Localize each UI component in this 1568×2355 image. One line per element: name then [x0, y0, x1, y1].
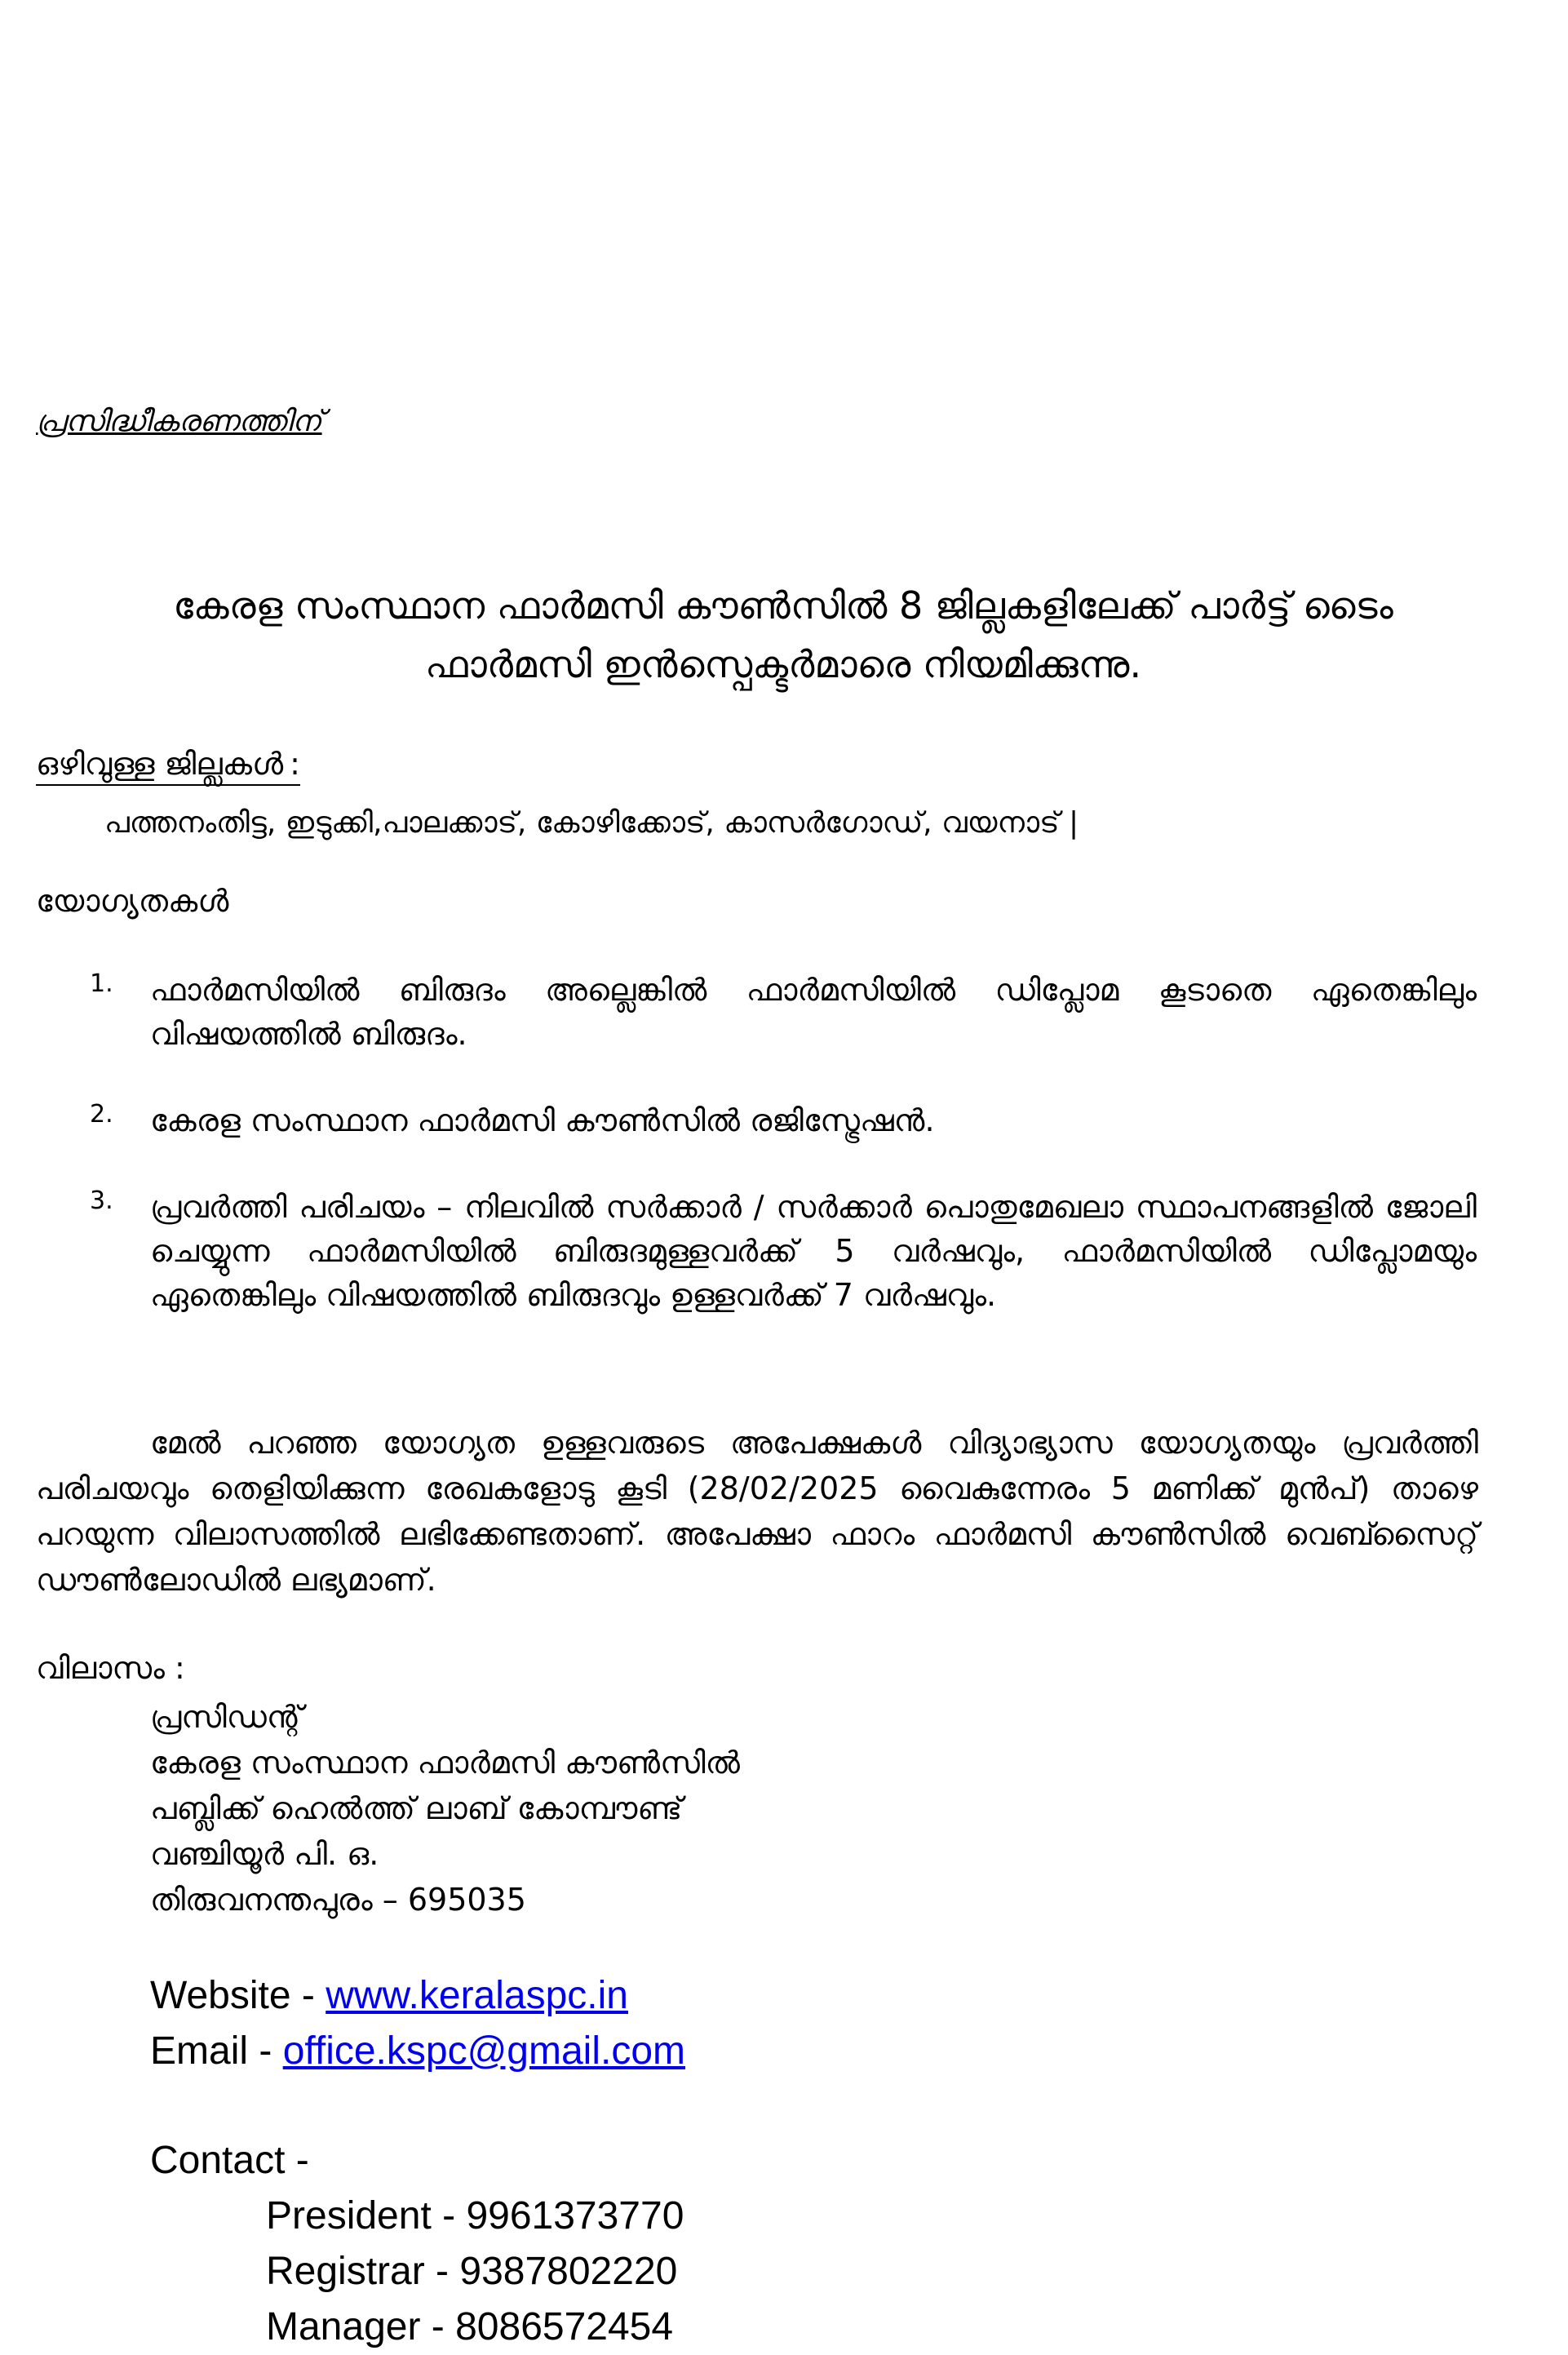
website-link[interactable]: www.keralaspc.in — [326, 1974, 628, 2017]
email-link[interactable]: office.kspc@gmail.com — [282, 2029, 686, 2073]
email-label: Email - — [150, 2029, 283, 2073]
qualification-number: 3. — [90, 1186, 113, 1215]
address-line: കേരള സംസ്ഥാന ഫാർമസി കൗൺസിൽ — [150, 1745, 740, 1781]
email-row — [150, 2024, 685, 2079]
spacer — [150, 2079, 685, 2133]
contact-label: Contact - — [150, 2139, 309, 2182]
address-line: പ്രസിഡന്റ് — [150, 1699, 303, 1735]
vacancy-label-colon: : — [290, 746, 300, 782]
qualifications-list — [90, 968, 1477, 1359]
address-line: തിരുവനന്തപുരം – 695035 — [150, 1882, 526, 1918]
qualifications-heading: യോഗ്യതകൾ — [36, 883, 229, 919]
address-label: വിലാസം : — [36, 1650, 185, 1686]
qualification-text: പ്രവർത്തി പരിചയം – നിലവിൽ സർക്കാർ / സർക്കാർ പൊതുമേഖലാ സ്ഥാപനങ്ങളിൽ ജോലി ചെയ്യുന്ന ഫാർമസിയിൽ ബിരുദമുള്ളവർക്ക് 5 വർഷവും, ഫാർമസിയിൽ ഡിപ്ലോമയും ഏതെങ്കിലും വിഷയത്തിൽ ബിരുദവും ഉള്ളവർക്ക് 7 വർഷവും. — [150, 1189, 1477, 1313]
qualification-number: 1. — [90, 969, 113, 998]
qualification-text: കേരള സംസ്ഥാന ഫാർമസി കൗൺസിൽ രജിസ്ട്രേഷൻ. — [150, 1102, 935, 1138]
address-block — [150, 1694, 740, 1923]
contact-list — [266, 2189, 685, 2355]
contact-registrar: Registrar - 9387802220 — [266, 2250, 678, 2293]
publication-tag: പ്രസിദ്ധീകരണത്തിന് — [36, 405, 322, 438]
qualification-item — [90, 1098, 1477, 1142]
contact-manager: Manager - 8086572454 — [266, 2305, 674, 2348]
qualification-number: 2. — [90, 1100, 113, 1129]
contact-block — [150, 1968, 685, 2355]
title-line-1: കേരള സംസ്ഥാന ഫാർമസി കൗൺസിൽ 8 ജില്ലകളിലേക്ക് പാർട്ട് ടൈം — [173, 583, 1393, 628]
vacancy-label — [36, 746, 300, 786]
address-line: പബ്ലിക്ക് ഹെൽത്ത് ലാബ് കോമ്പൗണ്ട് — [150, 1790, 683, 1826]
website-row — [150, 1968, 685, 2024]
vacancy-label-text: ഒഴിവുള്ള ജില്ലകൾ — [36, 746, 284, 782]
qualification-item — [90, 968, 1477, 1056]
application-paragraph: മേൽ പറഞ്ഞ യോഗ്യത ഉള്ളവരുടെ അപേക്ഷകൾ വിദ്യാഭ്യാസ യോഗ്യതയും പ്രവർത്തി പരിചയവും തെളിയിക്കുന്ന രേഖകളോടു കൂടി (28/02/2025 വൈകുന്നേരം 5 മണിക്ക് മുൻപ്) താഴെ പറയുന്ന വിലാസത്തിൽ ലഭിക്കേണ്ടതാണ്. അപേക്ഷാ ഫാറം ഫാർമസി കൗൺസിൽ വെബ്സൈറ്റ് ഡൗൺലോഡിൽ ലഭ്യമാണ്. — [36, 1425, 1478, 1598]
website-label: Website - — [150, 1974, 326, 2017]
notice-title — [98, 576, 1468, 694]
contact-president: President - 9961373770 — [266, 2194, 684, 2237]
title-line-2: ഫാർമസി ഇൻസ്പെക്ടർമാരെ നിയമിക്കുന്നു. — [424, 642, 1142, 686]
district-list: പത്തനംതിട്ട, ഇടുക്കി,പാലക്കാട്, കോഴിക്കോട്, കാസർഗോഡ്, വയനാട് | — [104, 806, 1079, 840]
qualification-item — [90, 1185, 1477, 1317]
address-line: വഞ്ചിയൂർ പി. ഒ. — [150, 1836, 379, 1872]
qualification-text: ഫാർമസിയിൽ ബിരുദം അല്ലെങ്കിൽ ഫാർമസിയിൽ ഡിപ്ലോമ കൂടാതെ ഏതെങ്കിലും വിഷയത്തിൽ ബിരുദം. — [150, 972, 1477, 1052]
